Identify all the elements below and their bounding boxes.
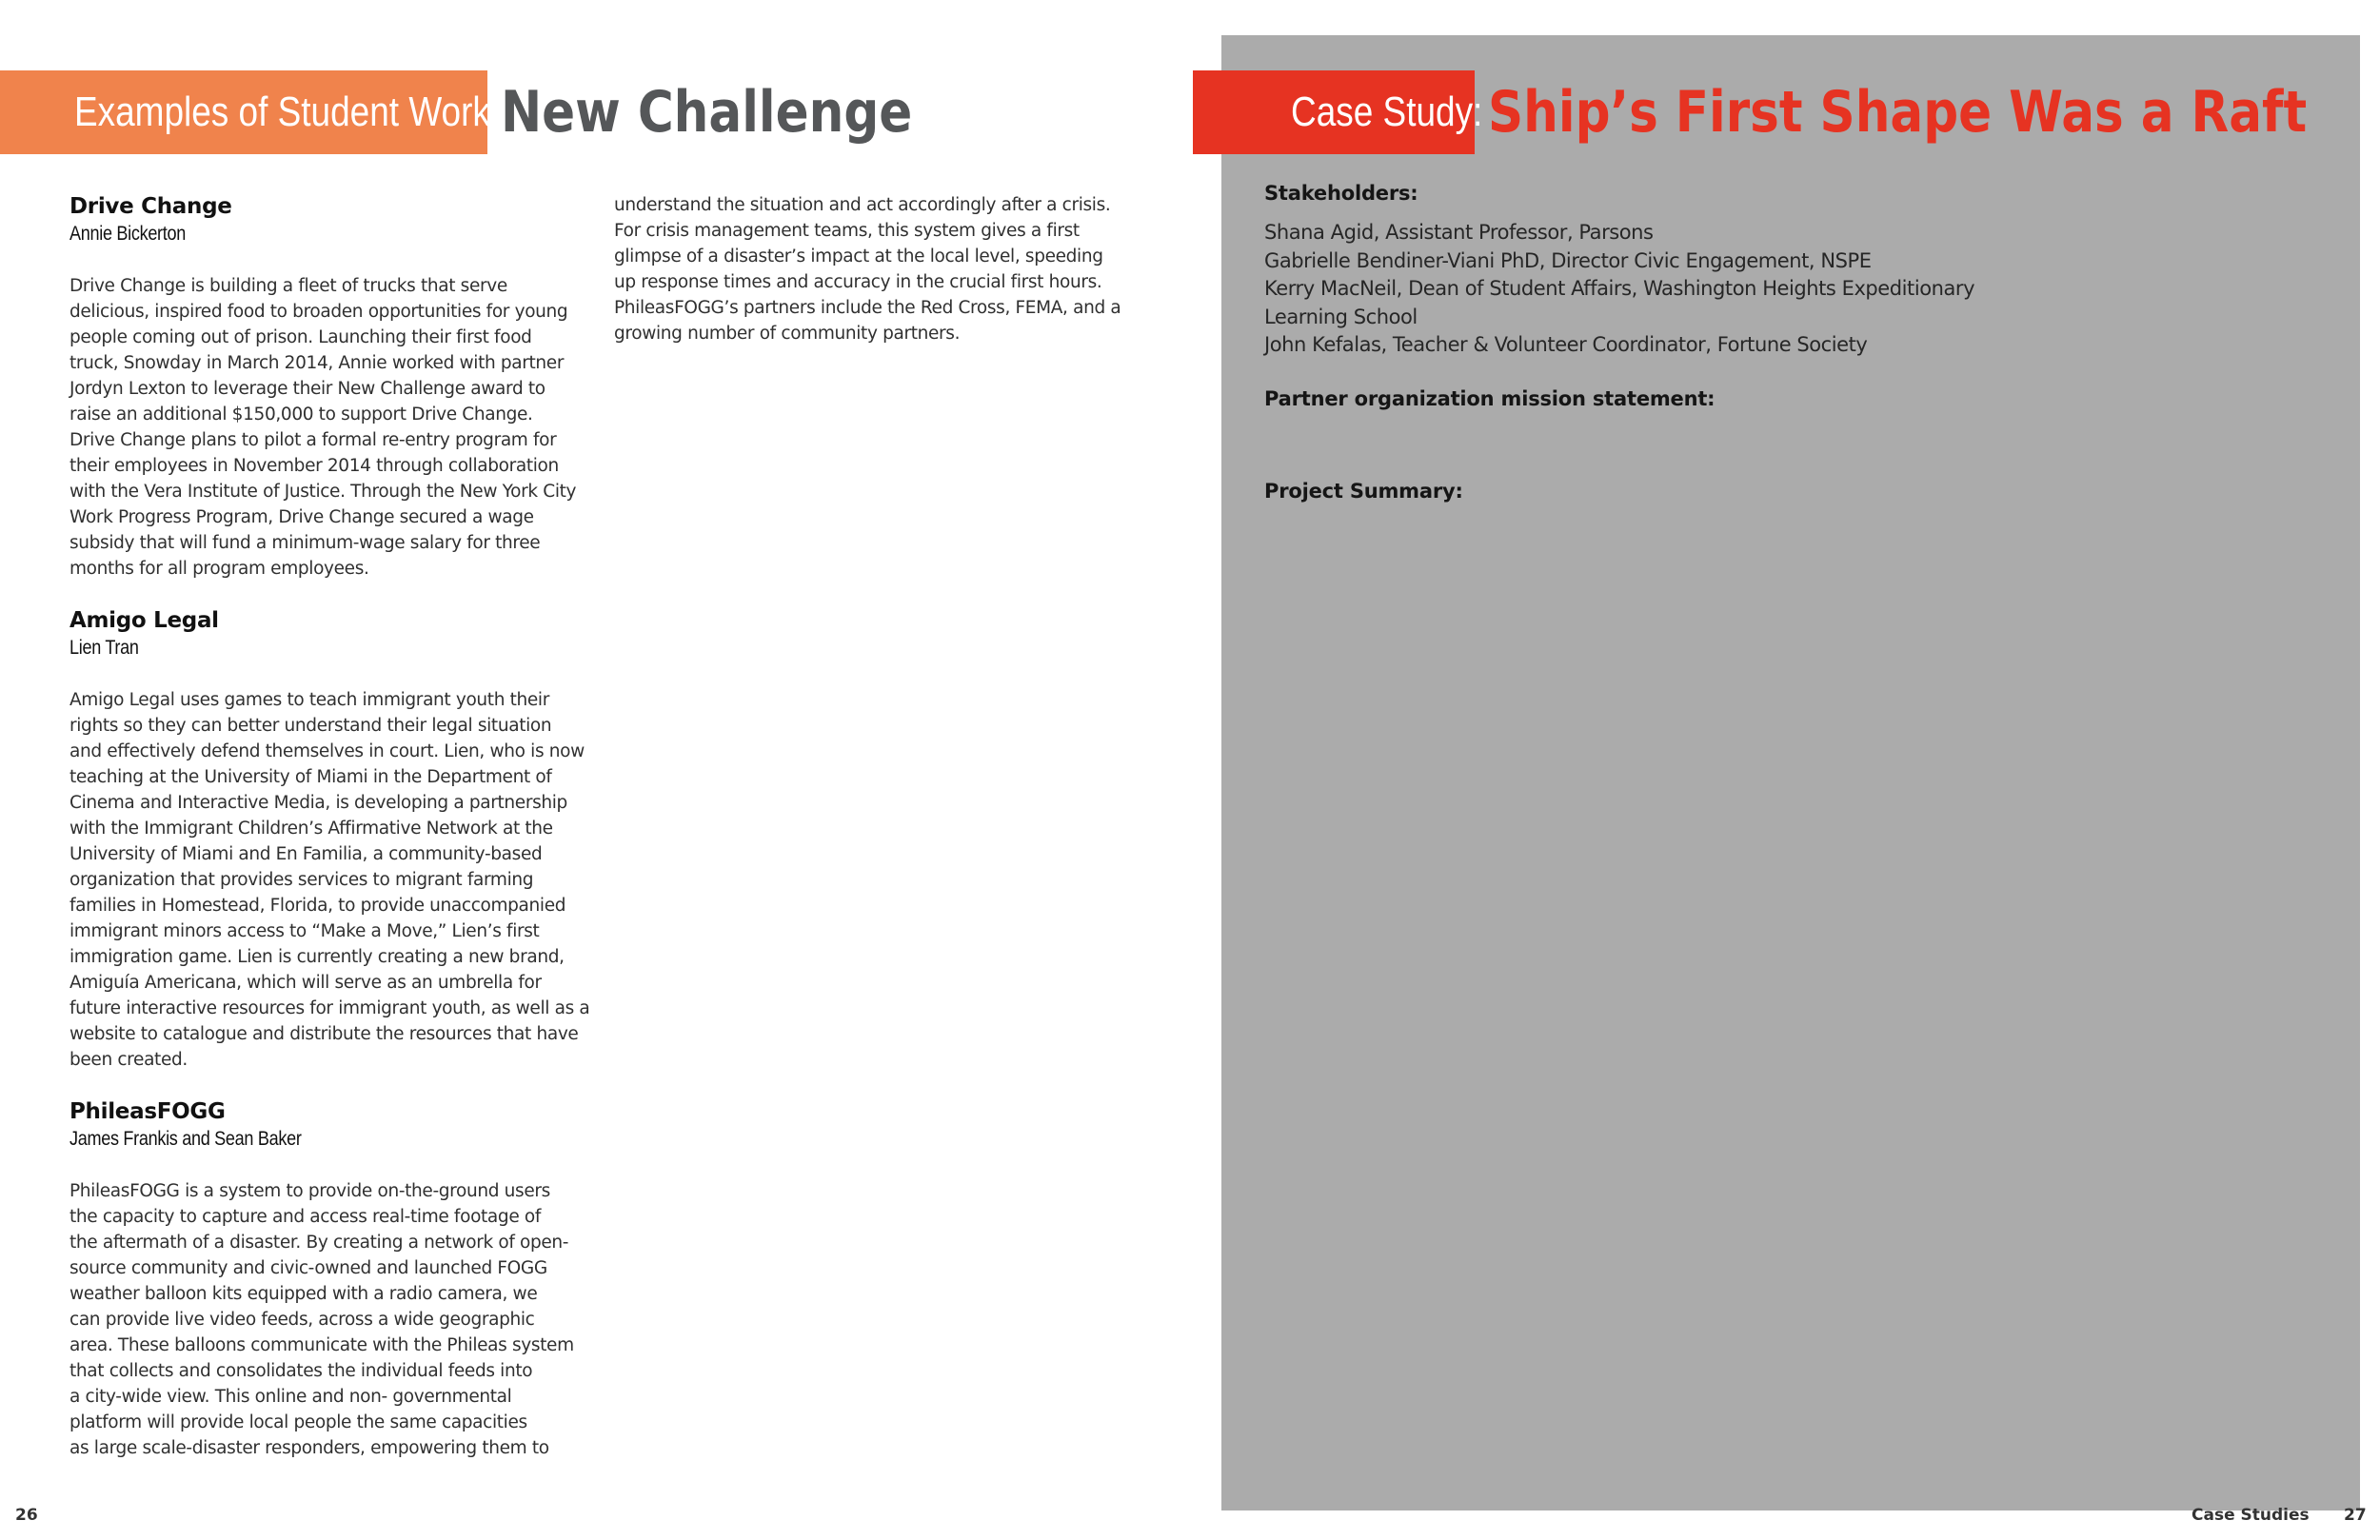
text-line: a city-wide view. This online and non- governmental: [69, 1387, 512, 1407]
entry-author: James Frankis and Sean Baker: [69, 1128, 302, 1150]
text-line: as large scale-disaster responders, empowering them to: [69, 1438, 549, 1458]
summary-heading: Project Summary:: [1264, 480, 1463, 503]
text-line: months for all program employees.: [69, 559, 369, 579]
text-line: rights so they can better understand their legal situation: [69, 716, 552, 736]
text-line: source community and civic-owned and launched FOGG: [69, 1258, 547, 1278]
text-line: understand the situation and act accordingly after a crisis.: [614, 195, 1111, 215]
text-line: immigration game. Lien is currently creating a new brand,: [69, 947, 565, 967]
entry-amigo-legal: [69, 606, 590, 1073]
left-page-number: 26: [15, 1506, 38, 1525]
entry-body-continuation: [614, 192, 1133, 346]
text-line: website to catalogue and distribute the resources that have: [69, 1024, 579, 1044]
left-column-2: [614, 192, 1133, 371]
text-line: can provide live video feeds, across a wide geographic: [69, 1310, 535, 1330]
text-line: Amigo Legal uses games to teach immigrant youth their: [69, 690, 549, 710]
text-line: future interactive resources for immigrant youth, as well as a: [69, 998, 590, 1018]
entry-title: Drive Change: [69, 194, 232, 219]
right-banner-label: Case Study:: [1291, 89, 1483, 135]
text-line: with the Vera Institute of Justice. Through the New York City: [69, 482, 577, 502]
left-column-1: [69, 192, 590, 1486]
text-line: weather balloon kits equipped with a radio camera, we: [69, 1284, 538, 1304]
entry-title: PhileasFOGG: [69, 1099, 226, 1124]
text-line: been created.: [69, 1050, 188, 1070]
stakeholders-list: [1264, 219, 1988, 360]
text-line: delicious, inspired food to broaden opportunities for young: [69, 302, 568, 322]
text-line: up response times and accuracy in the crucial first hours.: [614, 272, 1102, 292]
left-banner-label: Examples of Student Work:: [74, 89, 501, 135]
text-line: Kerry MacNeil, Dean of Student Affairs, Washington Heights Expeditionary: [1264, 277, 1975, 300]
text-line: with the Immigrant Children’s Affirmative Network at the: [69, 819, 553, 839]
text-line: people coming out of prison. Launching their first food: [69, 327, 532, 347]
footer-section-label: Case Studies: [2192, 1506, 2310, 1525]
text-line: truck, Snowday in March 2014, Annie worked with partner: [69, 353, 565, 373]
text-line: growing number of community partners.: [614, 324, 961, 344]
entry-author: Annie Bickerton: [69, 223, 186, 245]
entry-body: [69, 273, 584, 582]
text-line: that collects and consolidates the individual feeds into: [69, 1361, 533, 1381]
right-page-number: 27: [2344, 1506, 2367, 1525]
text-line: John Kefalas, Teacher & Volunteer Coordinator, Fortune Society: [1264, 333, 1868, 356]
text-line: immigrant minors access to “Make a Move,” Lien’s first: [69, 921, 540, 941]
text-line: Cinema and Interactive Media, is developing a partnership: [69, 793, 567, 813]
left-page-title: New Challenge: [501, 79, 913, 146]
text-line: Drive Change plans to pilot a formal re-entry program for: [69, 430, 557, 450]
case-study-body: [1264, 179, 1988, 545]
text-line: subsidy that will fund a minimum-wage salary for three: [69, 533, 541, 553]
text-line: teaching at the University of Miami in the Department of: [69, 767, 552, 787]
text-line: families in Homestead, Florida, to provide unaccompanied: [69, 896, 566, 916]
entry-phileasfogg: [69, 1097, 584, 1461]
text-line: University of Miami and En Familia, a community-based: [69, 844, 543, 864]
entry-body: [69, 687, 590, 1073]
text-line: the capacity to capture and access real-time footage of: [69, 1207, 542, 1227]
text-line: Amiguía Americana, which will serve as an umbrella for: [69, 973, 542, 993]
text-line: their employees in November 2014 through collaboration: [69, 456, 559, 476]
text-line: Learning School: [1264, 305, 1418, 328]
entry-title: Amigo Legal: [69, 608, 219, 633]
text-line: PhileasFOGG’s partners include the Red Cross, FEMA, and a: [614, 298, 1121, 318]
text-line: Drive Change is building a fleet of trucks that serve: [69, 276, 507, 296]
right-page-title: Ship’s First Shape Was a Raft: [1488, 79, 2308, 146]
text-line: organization that provides services to migrant farming: [69, 870, 534, 890]
entry-author: Lien Tran: [69, 637, 139, 659]
entry-drive-change: [69, 192, 584, 582]
text-line: glimpse of a disaster’s impact at the local level, speeding: [614, 247, 1103, 267]
text-line: Jordyn Lexton to leverage their New Challenge award to: [69, 379, 545, 399]
text-line: area. These balloons communicate with the Phileas system: [69, 1335, 574, 1355]
text-line: the aftermath of a disaster. By creating a network of open-: [69, 1233, 569, 1253]
text-line: raise an additional $150,000 to support Drive Change.: [69, 405, 533, 424]
entry-body: [69, 1178, 584, 1461]
text-line: Work Progress Program, Drive Change secured a wage: [69, 507, 534, 527]
text-line: PhileasFOGG is a system to provide on-the-ground users: [69, 1181, 550, 1201]
text-line: Shana Agid, Assistant Professor, Parsons: [1264, 221, 1654, 244]
text-line: For crisis management teams, this system gives a first: [614, 221, 1080, 241]
text-line: platform will provide local people the same capacities: [69, 1412, 527, 1432]
stakeholders-heading: Stakeholders:: [1264, 182, 1418, 205]
text-line: and effectively defend themselves in court. Lien, who is now: [69, 741, 585, 761]
text-line: Gabrielle Bendiner-Viani PhD, Director Civic Engagement, NSPE: [1264, 248, 1872, 272]
mission-heading: Partner organization mission statement:: [1264, 386, 1716, 410]
